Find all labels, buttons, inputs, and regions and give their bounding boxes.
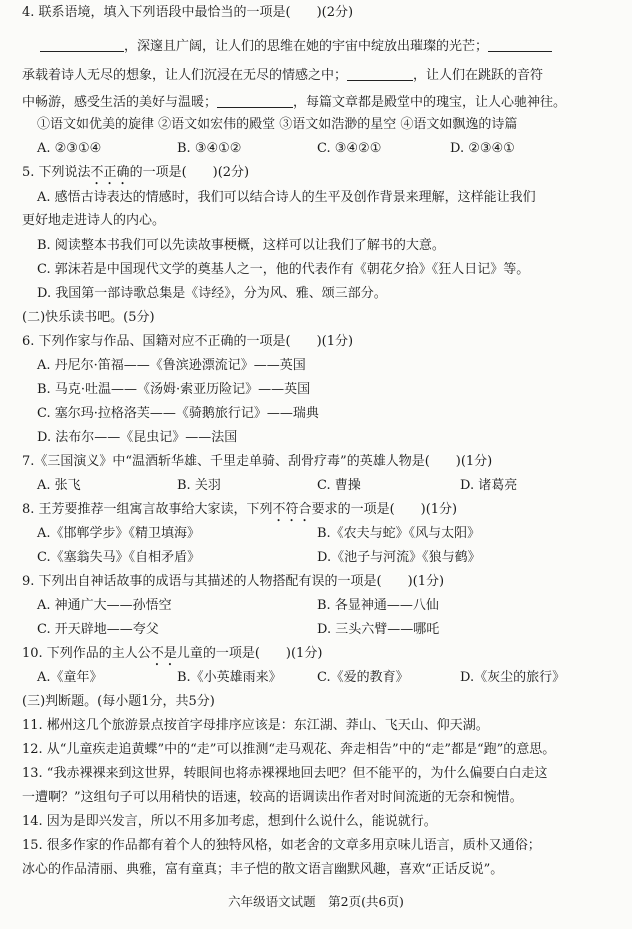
q4-blank-1 [40, 38, 124, 52]
q11-statement: 11. 郴州这几个旅游景点按首字母排序应该是：东江湖、莽山、飞天山、仰天湖。 [22, 718, 489, 733]
q15-statement-line-2: 冰心的作品清丽、典雅，富有童真；丰子恺的散文语言幽默风趣，喜欢“正话反说”。 [22, 862, 504, 877]
q5-stem: 5. 下列说法不正确的一项是( )(2分) [22, 165, 250, 180]
q7-stem: 7.《三国演义》中“温酒斩华雄、千里走单骑、刮骨疗毒”的英雄人物是( )(1分) [22, 454, 493, 469]
q7-option-c[interactable]: C. 曹操 [317, 478, 361, 493]
q5-option-d[interactable]: D. 我国第一部诗歌总集是《诗经》，分为风、雅、颂三部分。 [37, 286, 387, 301]
q10-option-a[interactable]: A.《童年》 [37, 670, 103, 685]
q8-option-b[interactable]: B.《农夫与蛇》《风与太阳》 [317, 526, 481, 541]
q7-option-b[interactable]: B. 关羽 [177, 478, 221, 493]
q4-blank-3 [347, 67, 413, 81]
section-3-heading: (三)判断题。(每小题1分，共5分) [22, 694, 215, 709]
q5-option-a[interactable]: A. 感悟古诗表达的情感时，我们可以结合诗人的生平及创作背景来理解，这样能让我们 [37, 190, 536, 205]
q6-option-d[interactable]: D. 法布尔——《昆虫记》——法国 [37, 430, 238, 445]
q4-blank-2 [488, 38, 552, 52]
q6-stem: 6. 下列作家与作品、国籍对应不正确的一项是( )(1分) [22, 334, 354, 349]
q8-stem: 8. 王芳要推荐一组寓言故事给大家读，下列不符合要求的一项是( )(1分) [22, 502, 458, 517]
q10-option-b[interactable]: B.《小英雄雨来》 [177, 670, 282, 685]
q10-emphasis: 不是 [150, 646, 177, 661]
q15-statement-line-1: 15. 很多作家的作品都有着个人的独特风格，如老舍的文章多用京味儿语言，质朴又通俗； [22, 838, 541, 853]
q7-option-a[interactable]: A. 张飞 [37, 478, 81, 493]
q6-option-a[interactable]: A. 丹尼尔·笛福——《鲁滨逊漂流记》——英国 [37, 358, 306, 373]
q4-passage-text: 中畅游，感受生活的美好与温暖； [22, 95, 218, 110]
q4-passage-line-1 [40, 38, 552, 56]
q5-option-a-cont: 更好地走进诗人的内心。 [22, 213, 166, 228]
q6-option-b[interactable]: B. 马克·吐温——《汤姆·索亚历险记》——英国 [37, 382, 311, 397]
q8-option-d[interactable]: D.《池子与河流》《狼与鹤》 [317, 550, 481, 565]
q13-statement-line-1: 13. “我赤裸裸来到这世界，转眼间也将赤裸裸地回去吧？但不能平的，为什么偏要白白走这 [22, 766, 548, 781]
q9-option-a[interactable]: A. 神通广大——孙悟空 [37, 598, 172, 613]
q9-option-d[interactable]: D. 三头六臂——哪吒 [317, 622, 440, 637]
q4-option-a[interactable]: A. ②③①④ [37, 141, 102, 156]
q9-option-c[interactable]: C. 开天辟地——夸父 [37, 622, 159, 637]
q4-passage-text: 承载着诗人无尽的想象，让人们沉浸在无尽的情感之中； [22, 68, 348, 83]
q8-option-c[interactable]: C.《塞翁失马》《自相矛盾》 [37, 550, 201, 565]
q5-emphasis: 不正确 [90, 165, 130, 180]
q6-option-c[interactable]: C. 塞尔玛·拉格洛芙——《骑鹅旅行记》——瑞典 [37, 406, 319, 421]
q4-passage-line-3 [22, 94, 566, 112]
q12-statement: 12. 从“儿童疾走追黄蝶”中的“走”可以推测“走马观花、奔走相告”中的“走”都是“跑”的意思。 [22, 742, 556, 757]
q5-option-c[interactable]: C. 郭沫若是中国现代文学的奠基人之一，他的代表作有《朝花夕拾》《狂人日记》等。 [37, 262, 530, 277]
q4-passage-text: ，深邃且广阔，让人们的思维在她的宇宙中绽放出璀璨的光芒； [124, 39, 489, 54]
q4-stem: 4. 联系语境，填入下列语段中最恰当的一项是( )(2分) [22, 5, 354, 20]
q4-passage-text: ，每篇文章都是殿堂中的瑰宝，让人心驰神往。 [293, 95, 567, 110]
q4-option-b[interactable]: B. ③④①② [177, 141, 242, 156]
q10-stem: 10. 下列作品的主人公不是儿童的一项是( )(1分) [22, 646, 323, 661]
q4-option-d[interactable]: D. ②③④① [450, 141, 515, 156]
q10-option-d[interactable]: D.《灰尘的旅行》 [460, 670, 566, 685]
q4-items: ①语文如优美的旋律 ②语文如宏伟的殿堂 ③语文如浩渺的星空 ④语文如飘逸的诗篇 [37, 117, 518, 132]
q14-statement: 14. 因为是即兴发言，所以不用多加考虑，想到什么说什么，能说就行。 [22, 814, 437, 829]
q7-option-d[interactable]: D. 诸葛亮 [460, 478, 518, 493]
q4-blank-4 [217, 94, 293, 108]
q4-option-c[interactable]: C. ③④②① [317, 141, 382, 156]
q4-passage-text: ，让人们在跳跃的音符 [413, 68, 544, 83]
q13-statement-line-2: 一遭啊？”这组句子可以用稍快的语速，较高的语调读出作者对时间流逝的无奈和惋惜。 [22, 790, 523, 805]
section-2-heading: (二)快乐读书吧。(5分) [22, 310, 155, 325]
q8-option-a[interactable]: A.《邯郸学步》《精卫填海》 [37, 526, 201, 541]
q8-emphasis: 不符合 [272, 502, 312, 517]
q4-passage-line-2 [22, 67, 543, 85]
page-footer: 六年级语文试题 第2页(共6页) [228, 894, 404, 909]
q9-option-b[interactable]: B. 各显神通——八仙 [317, 598, 439, 613]
q5-option-b[interactable]: B. 阅读整本书我们可以先读故事梗概，这样可以让我们了解书的大意。 [37, 238, 445, 253]
q9-stem: 9. 下列出自神话故事的成语与其描述的人物搭配有误的一项是( )(1分) [22, 574, 445, 589]
q10-option-c[interactable]: C.《爱的教育》 [317, 670, 409, 685]
